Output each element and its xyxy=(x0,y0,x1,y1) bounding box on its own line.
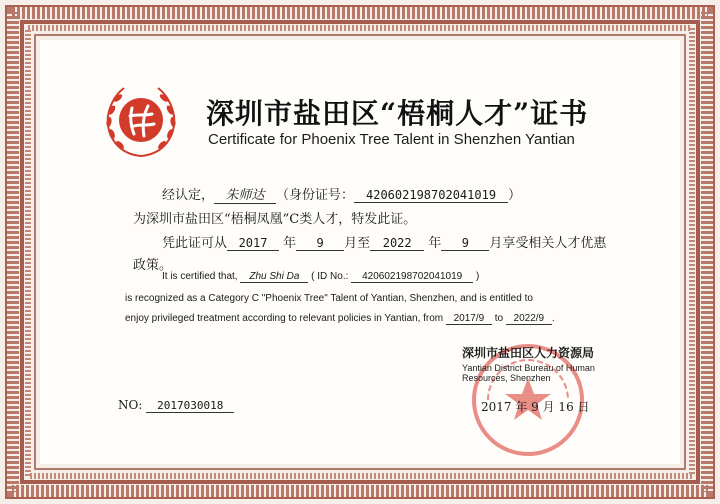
certificate-number xyxy=(118,398,234,413)
en-category-line: is recognized as a Category C "Phoenix Tree" Talent of Yantian, Shenzhen, and is entitled to xyxy=(125,293,533,304)
issue-date: 2017 年 9 月 16 日 xyxy=(481,400,590,414)
category-line: 为深圳市盐田区“梧桐凤凰”C类人才，特发此证。 xyxy=(133,212,417,227)
policy-line: 政策。 xyxy=(133,258,173,273)
en-policy-line xyxy=(125,313,555,325)
en-id-close: ) xyxy=(475,271,480,282)
to-date: 2022/9 xyxy=(506,313,552,325)
issuer-name-en: Yantian District Bureau of Human Resources, Shenzhen xyxy=(462,363,595,383)
month-to: 月至 xyxy=(344,236,371,251)
certificate-title-cn: 深圳市盐田区“梧桐人才”证书 xyxy=(206,97,589,130)
phoenix-tree-emblem-icon xyxy=(100,80,182,162)
id-number-cn: 420602198702041019 xyxy=(354,188,508,203)
issuer-name-cn: 深圳市盐田区人力资源局 xyxy=(462,346,595,360)
validity-line xyxy=(162,232,606,251)
start-year: 2017 xyxy=(227,236,279,251)
holder-name-en: Zhu Shi Da xyxy=(240,271,308,283)
validity-prefix: 凭此证可从 xyxy=(162,236,228,251)
id-label-cn: （身份证号： xyxy=(276,188,355,203)
end-year: 2022 xyxy=(370,236,424,251)
start-month: 9 xyxy=(296,236,344,251)
en-id-label: ( ID No.: xyxy=(311,271,349,282)
recognition-prefix: 经认定， xyxy=(162,188,215,203)
to-word: to xyxy=(494,313,504,324)
id-number-en: 420602198702041019 xyxy=(351,271,473,283)
id-close-cn: ） xyxy=(508,188,522,203)
period: . xyxy=(551,313,555,324)
en-certified-line xyxy=(162,271,479,283)
recognition-line xyxy=(162,184,521,204)
holder-name-cn: 朱师达 xyxy=(214,184,276,204)
certificate-title-en: Certificate for Phoenix Tree Talent in Shenzhen Yantian xyxy=(208,131,575,148)
en-policy-prefix: enjoy privileged treatment according to relevant policies in Yantian, from xyxy=(125,313,444,324)
from-date: 2017/9 xyxy=(446,313,492,325)
validity-suffix: 月享受相关人才优惠 xyxy=(489,236,607,251)
cert-no-value: 2017030018 xyxy=(146,399,234,413)
cert-no-label: NO: xyxy=(118,398,143,412)
en-certified-prefix: It is certified that, xyxy=(162,271,238,282)
year-char-1: 年 xyxy=(283,236,297,251)
end-month: 9 xyxy=(441,236,489,251)
year-char-2: 年 xyxy=(428,236,442,251)
